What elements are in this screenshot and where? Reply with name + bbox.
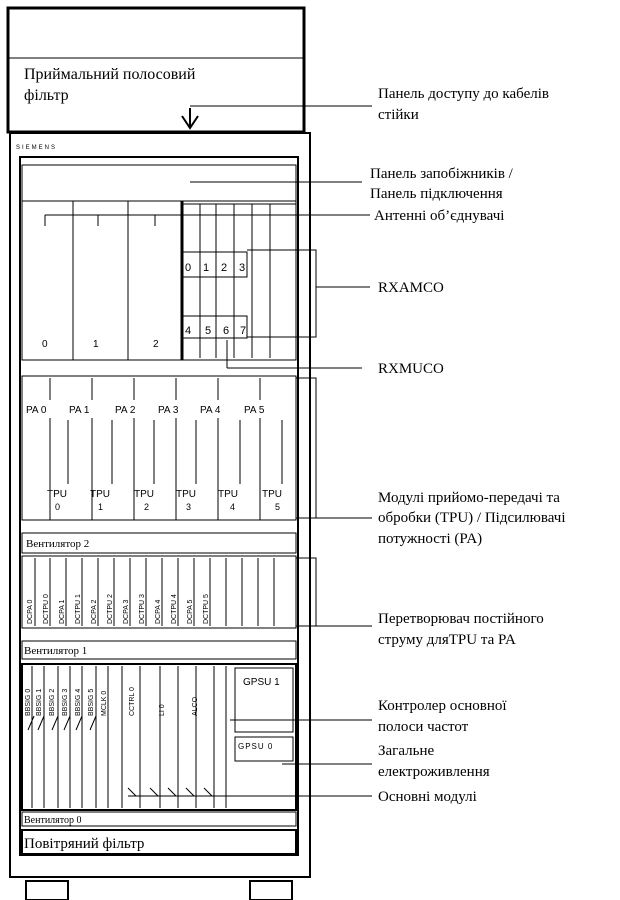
foot-right — [250, 881, 292, 900]
bbsig-slash — [90, 716, 96, 730]
dc-module-label: DCTPU 5 — [203, 594, 210, 624]
callout-tpu-line3: потужності (PA) — [378, 531, 483, 547]
pa-label: PA 0 — [26, 405, 47, 416]
base-module-label: BBSIG 3 — [62, 688, 69, 716]
callout-power-line2: електроживлення — [378, 764, 490, 780]
rx-slot-label-top: 2 — [221, 262, 228, 274]
pa-label: PA 5 — [244, 405, 265, 416]
bbsig-slash — [64, 716, 70, 730]
pa-label: PA 3 — [158, 405, 179, 416]
dc-module-label: DCPA 4 — [155, 599, 162, 624]
pa-label: PA 4 — [200, 405, 221, 416]
fan-0-label: Вентилятор 0 — [24, 815, 82, 826]
gpsu-1-label: GPSU 1 — [243, 677, 280, 688]
callout-dc-line1: Перетворювач постійного — [378, 611, 544, 627]
callout-fuse-panel-line1: Панель запобіжників / — [370, 166, 513, 182]
bbsig-slash — [76, 716, 82, 730]
callout-fuse-panel-line2: Панель підключення — [370, 186, 503, 202]
callout-rxmuco: RXMUCO — [378, 361, 444, 377]
bbsig-slash — [28, 716, 34, 730]
base-module-label: MCLK 0 — [101, 690, 108, 716]
rx-slot-label-top: 1 — [203, 262, 210, 274]
base-module-label: BBSIG 4 — [75, 688, 82, 716]
tpu-label: TPU — [90, 489, 110, 500]
core-connector-tick — [150, 788, 158, 796]
base-module-label: CCTRL 0 — [129, 687, 136, 716]
base-module-label: LI 0 — [159, 704, 166, 716]
air-filter-label: Повітряний фільтр — [24, 836, 145, 852]
base-module-label: BBSIG 0 — [25, 688, 32, 716]
core-connector-tick — [168, 788, 176, 796]
tpu-number: 2 — [144, 502, 150, 512]
tpu-number: 5 — [275, 502, 281, 512]
callout-antenna: Антенні об’єднувачі — [374, 208, 505, 224]
dc-module-label: DCTPU 2 — [107, 594, 114, 624]
tpu-label: TPU — [176, 489, 196, 500]
antenna-section — [22, 201, 296, 360]
pa-label: PA 1 — [69, 405, 90, 416]
dc-module-label: DCTPU 0 — [43, 594, 50, 624]
tpu-label: TPU — [218, 489, 238, 500]
callout-tpu-line1: Модулі прийомо-передачі та — [378, 490, 560, 506]
antenna-slot-label: 2 — [153, 339, 159, 350]
pa-label: PA 2 — [115, 405, 136, 416]
fuse-panel — [22, 165, 296, 201]
dc-module-label: DCTPU 1 — [75, 594, 82, 624]
foot-left — [26, 881, 68, 900]
tpu-number: 4 — [230, 502, 236, 512]
top-filter-label-line2: фільтр — [24, 87, 69, 104]
core-connector-tick — [186, 788, 194, 796]
callout-dc-line2: струму дляTPU та PA — [378, 632, 516, 648]
bbsig-slash — [38, 716, 44, 730]
dc-module-label: DCPA 1 — [59, 599, 66, 624]
gpsu-0-label: GPSU 0 — [238, 742, 274, 751]
tpu-number: 0 — [55, 502, 61, 512]
tpu-number: 3 — [186, 502, 192, 512]
fan-2-label: Вентилятор 2 — [26, 538, 90, 550]
callout-tpu-line2: обробки (TPU) / Підсилювачі — [378, 510, 566, 526]
callout-cable-panel-line1: Панель доступу до кабелів — [378, 86, 549, 102]
tpu-number: 1 — [98, 502, 104, 512]
rx-slot-label-top: 0 — [185, 262, 192, 274]
top-filter-label-line1: Приймальний полосовий — [24, 66, 196, 83]
callout-bbc-line1: Контролер основної — [378, 698, 507, 714]
dc-module-label: DCPA 0 — [27, 599, 34, 624]
rxamco-bracket-bottom — [183, 316, 247, 338]
callout-bbc-line2: полоси частот — [378, 719, 469, 735]
callout-power-line1: Загальне — [378, 743, 435, 759]
dc-module-label: DCTPU 3 — [139, 594, 146, 624]
base-module-label: ALCO — [192, 696, 199, 716]
rx-slot-label-bottom: 4 — [185, 325, 192, 337]
bbsig-slash — [52, 716, 58, 730]
core-connector-tick — [204, 788, 212, 796]
callout-core: Основні модулі — [378, 789, 477, 805]
base-module-label: BBSIG 1 — [36, 688, 43, 716]
tpu-label: TPU — [134, 489, 154, 500]
dc-module-label: DCPA 5 — [187, 599, 194, 624]
callout-cable-panel-line2: стійки — [378, 107, 419, 123]
tpu-label: TPU — [47, 489, 67, 500]
dc-module-label: DCTPU 4 — [171, 594, 178, 624]
core-connector-tick — [128, 788, 136, 796]
callout-rxamco: RXAMCO — [378, 280, 444, 296]
antenna-slot-label: 1 — [93, 339, 99, 350]
rx-slot-label-bottom: 5 — [205, 325, 212, 337]
tpu-label: TPU — [262, 489, 282, 500]
brand-logo: SIEMENS — [16, 145, 58, 151]
base-module-label: BBSIG 2 — [49, 688, 56, 716]
dc-module-label: DCPA 3 — [123, 599, 130, 624]
rx-slot-label-bottom: 6 — [223, 325, 230, 337]
rx-slot-label-bottom: 7 — [240, 325, 247, 337]
rxamco-bracket-top — [183, 252, 247, 277]
callout-bracket-rxamco — [247, 250, 316, 337]
base-module-label: BBSIG 5 — [88, 688, 95, 716]
rx-slot-label-top: 3 — [239, 262, 246, 274]
fan-1-label: Вентилятор 1 — [24, 645, 88, 657]
antenna-slot-label: 0 — [42, 339, 48, 350]
dc-module-label: DCPA 2 — [91, 599, 98, 624]
